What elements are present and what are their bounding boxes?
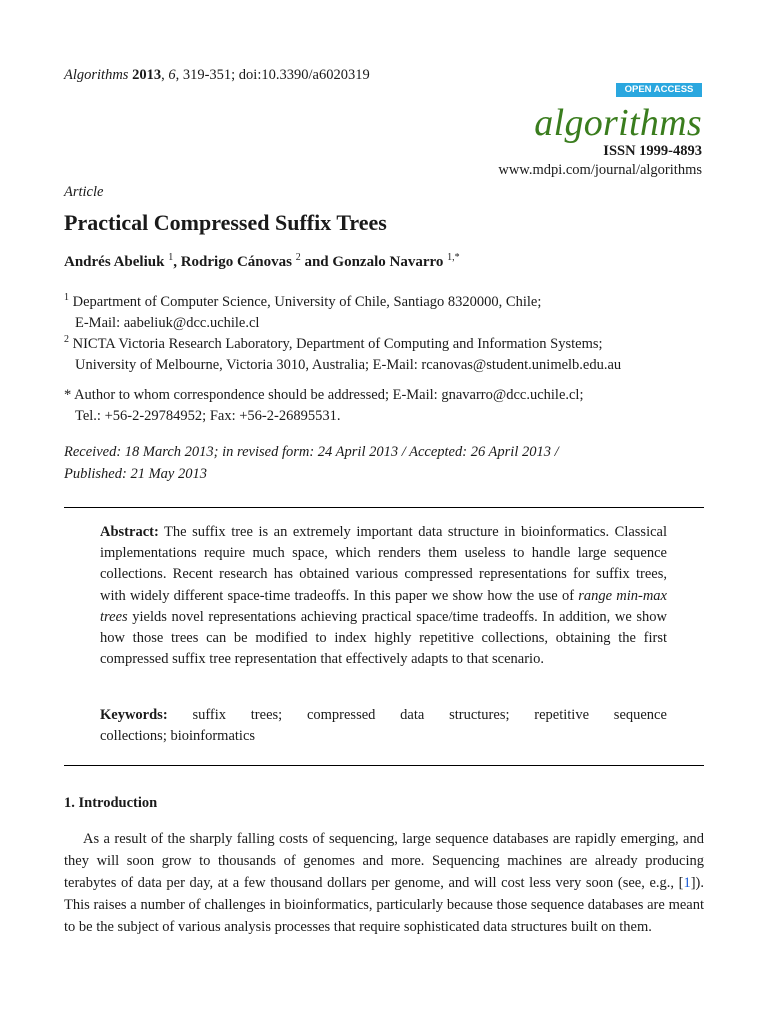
- abstract-top-rule: [64, 507, 704, 508]
- author-name: Gonzalo Navarro: [332, 254, 444, 270]
- issn: ISSN 1999-4893: [603, 143, 702, 159]
- citation-volume: 6: [168, 67, 176, 83]
- author-name: Rodrigo Cánovas: [180, 254, 292, 270]
- abstract: Abstract: The suffix tree is an extremely important data structure in bioinformatics. Classical implementations require much space, which renders them useless to handle large sequence collections. Recent research has obtained various compressed representations for suffix trees, with widely different space-time tradeoffs. In this paper we show how the use of range min-max trees yields novel representations achieving practical space/time tradeoffs. In addition, we show how those trees can be modified to index highly repetitive collections, obtaining the first compressed suffix tree representation that effectively adapts to that scenario.: [100, 524, 667, 668]
- affiliation-1: $^1$ Department of Computer Science, University of Chile, Santiago 8320000, Chile; E-Mail: aabeliuk@dcc.uchile.cl: [64, 292, 542, 331]
- paper-title: Practical Compressed Suffix Trees: [64, 210, 387, 235]
- author-list: Andrés Abeliuk $^1$, Rodrigo Cánovas $^2$ and Gonzalo Navarro $^{1,*}$: [64, 252, 460, 270]
- affiliation-2: $^2$ NICTA Victoria Research Laboratory, Department of Computing and Information Systems; University of Melbourne, Victoria 3010, Australia; E-Mail: rcanovas@student.unimelb.edu.au: [64, 334, 622, 373]
- journal-url[interactable]: www.mdpi.com/journal/algorithms: [498, 162, 702, 178]
- abstract-bottom-rule: [64, 765, 704, 766]
- journal-logo: algorithms: [534, 102, 702, 144]
- correspondence-note: * Author to whom correspondence should be addressed; E-Mail: gnavarro@dcc.uchile.cl; Tel.: +56-2-29784952; Fax: +56-2-26895531.: [64, 387, 584, 424]
- keywords-label: Keywords:: [100, 707, 168, 723]
- author-affiliation-mark: 1: [168, 252, 174, 263]
- journal-citation: Algorithms 2013, 6, 319-351; doi:10.3390/a6020319: [64, 67, 370, 83]
- author-affiliation-mark: 1,*: [447, 252, 460, 263]
- article-type: Article: [64, 184, 104, 200]
- author-name: Andrés Abeliuk: [64, 254, 165, 270]
- open-access-badge: OPEN ACCESS: [616, 83, 702, 97]
- citation-journal: Algorithms: [64, 67, 129, 83]
- publication-dates: Received: 18 March 2013; in revised form: 24 April 2013 / Accepted: 26 April 2013 / Published: 21 May 2013: [64, 444, 559, 482]
- abstract-label: Abstract:: [100, 524, 159, 540]
- reference-link[interactable]: 1: [683, 875, 691, 891]
- citation-details: , 319-351; doi:10.3390/a6020319: [175, 67, 370, 83]
- keywords: Keywords: suffix trees; compressed data structures; repetitive sequence collections; bioinformatics: [100, 707, 667, 744]
- citation-year: 2013: [132, 67, 162, 83]
- intro-paragraph: As a result of the sharply falling costs of sequencing, large sequence databases are rapidly emerging, and they will soon grow to thousands of genomes and more. Sequencing machines are already producing terabytes of data per day, at a few thousand dollars per genome, and will cost less very soon (see, e.g., [1]). This raises a number of challenges in bioinformatics, particularly because those sequence databases are meant to be the subject of various analysis processes that require sophisticated data structures built on them.: [64, 831, 704, 935]
- author-affiliation-mark: 2: [295, 252, 301, 263]
- section-heading: 1. Introduction: [64, 795, 158, 811]
